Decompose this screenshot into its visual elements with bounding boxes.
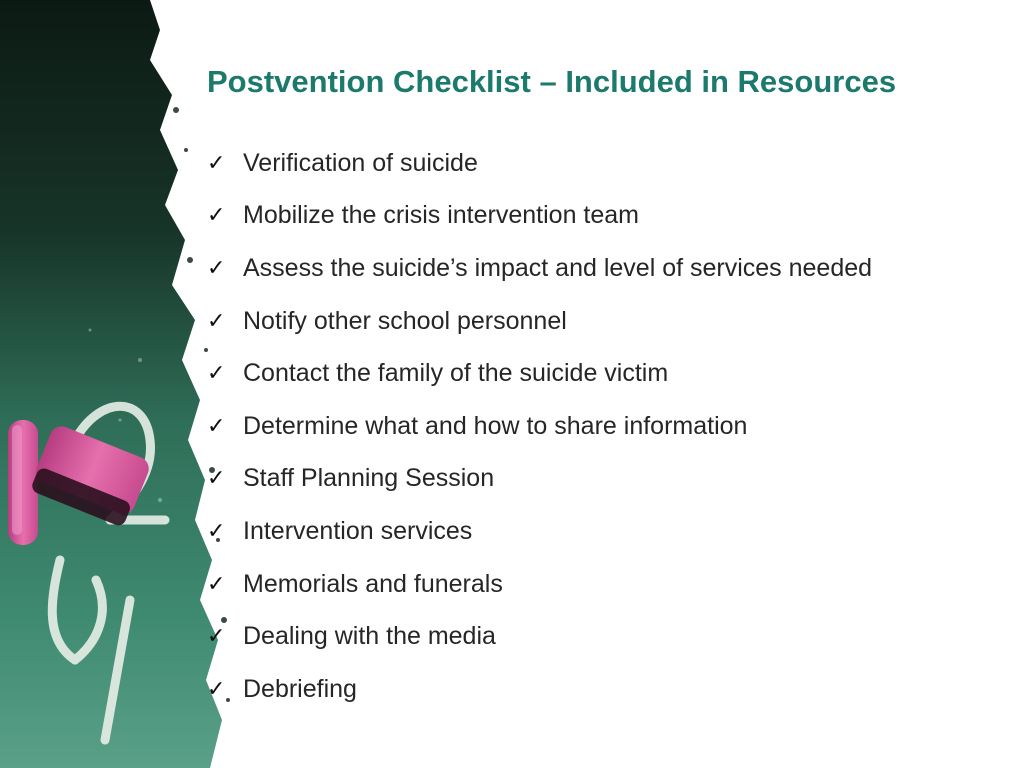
chalkboard-image [0, 0, 240, 768]
checklist-item-label: Intervention services [243, 516, 473, 545]
checklist-item-label: Dealing with the media [243, 622, 496, 651]
checkmark-icon: ✓ [207, 624, 226, 650]
checklist-item-label: Contact the family of the suicide victim [243, 359, 669, 388]
checkmark-icon: ✓ [207, 518, 226, 544]
checkmark-icon: ✓ [207, 361, 226, 387]
checkmark-icon: ✓ [207, 203, 226, 229]
checklist-item [207, 453, 1007, 506]
checkmark-icon: ✓ [207, 150, 226, 176]
checklist-item-label: Memorials and funerals [243, 569, 503, 598]
checkmark-icon: ✓ [207, 308, 226, 334]
checklist-item [207, 242, 1007, 295]
checklist-item-label: Notify other school personnel [243, 306, 567, 335]
checklist [207, 137, 1007, 716]
checklist-item-label: Assess the suicide’s impact and level of services needed [243, 253, 873, 282]
checkmark-icon: ✓ [207, 676, 226, 702]
checklist-item [207, 347, 1007, 400]
checkmark-icon: ✓ [207, 255, 226, 281]
checkmark-icon: ✓ [207, 571, 226, 597]
checklist-item [207, 137, 1007, 190]
checklist-item [207, 190, 1007, 243]
checklist-item-label: Staff Planning Session [243, 464, 495, 493]
checklist-item [207, 610, 1007, 663]
checklist-item [207, 295, 1007, 348]
slide-title: Postvention Checklist – Included in Resources [207, 64, 897, 99]
checkmark-icon: ✓ [207, 466, 226, 492]
checkmark-icon: ✓ [207, 413, 226, 439]
checklist-item-label: Determine what and how to share information [243, 411, 748, 440]
checklist-item-label: Verification of suicide [243, 148, 478, 177]
checklist-item [207, 400, 1007, 453]
checklist-item-label: Mobilize the crisis intervention team [243, 201, 639, 230]
checklist-item [207, 505, 1007, 558]
checklist-item [207, 558, 1007, 611]
checklist-item [207, 663, 1007, 716]
checklist-item-label: Debriefing [243, 674, 357, 703]
